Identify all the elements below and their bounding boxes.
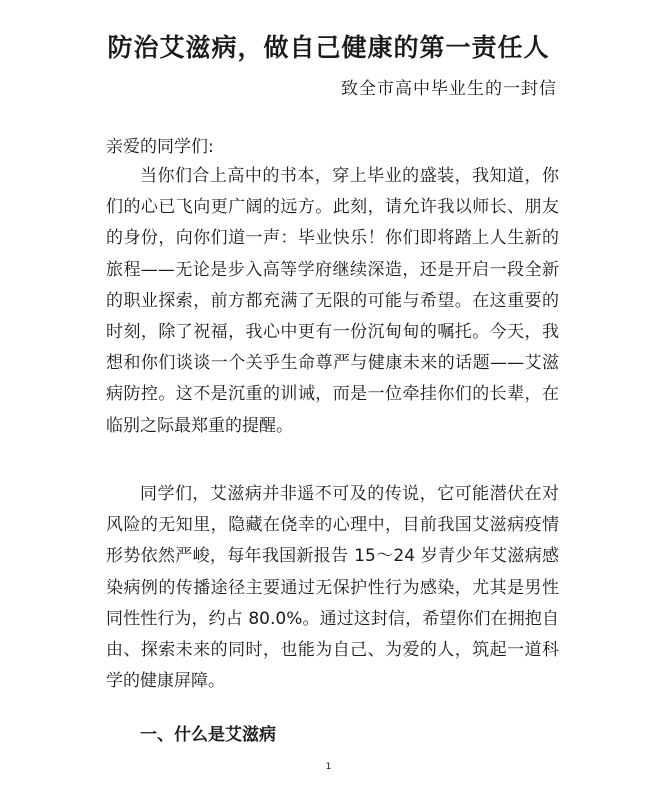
document-subtitle: 致全市高中毕业生的一封信 — [341, 79, 557, 99]
salutation: 亲爱的同学们: — [106, 137, 214, 157]
page-number: 1 — [325, 762, 332, 772]
body-paragraph-2: 同学们，艾滋病并非遥不可及的传说，它可能潜伏在对风险的无知里，隐藏在侥幸的心理中，目前我国艾滋病疫情形势依然严峻，每年我国新报告 15～24 岁青少年艾滋病感染病例的传播途径主要通过无保护性行为感染，尤其是男性同性性行为，约占 80.0%。通过这封信，希望你们在拥抱自由、探索未来的同时，也能为自己、为爱的人，筑起一道科学的健康屏障。 — [106, 484, 559, 692]
document-title: 防治艾滋病，做自己健康的第一责任人 — [107, 33, 550, 62]
section-heading: 一、什么是艾滋病 — [140, 725, 276, 745]
body-paragraph-1: 当你们合上高中的书本，穿上毕业的盛装，我知道，你们的心已飞向更广阔的远方。此刻，请允许我以师长、朋友的身份，向你们道一声：毕业快乐！你们即将踏上人生新的旅程——无论是步入高等学府继续深造，还是开启一段全新的职业探索，前方都充满了无限的可能与希望。在这重要的时刻，除了祝福，我心中更有一份沉甸甸的嘱托。今天，我想和你们谈谈一个关乎生命尊严与健康未来的话题——艾滋病防控。这不是沉重的训诫，而是一位牵挂你们的长辈，在临别之际最郑重的提醒。 — [106, 166, 559, 436]
